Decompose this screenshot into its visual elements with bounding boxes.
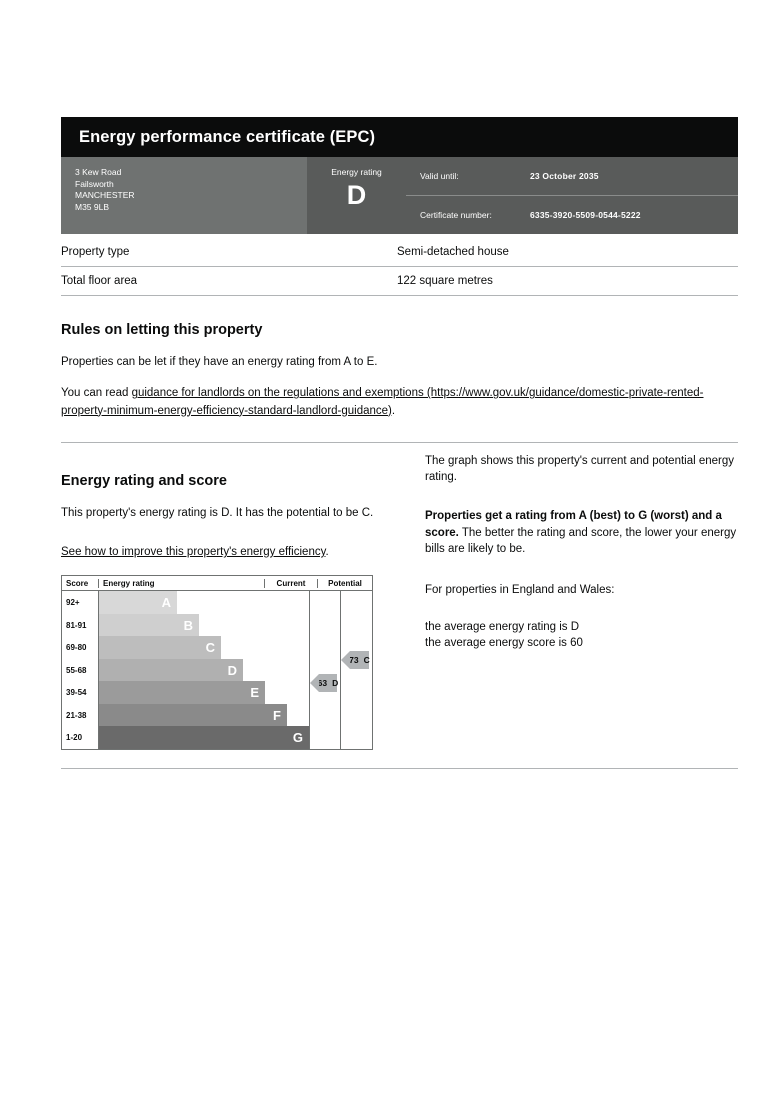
letting-paragraph-2-prefix: You can read [61,387,132,400]
document-header [61,117,738,157]
floor-area-value: 122 square metres [397,275,493,287]
band-bar-wrap-g [98,726,309,749]
band-bar-wrap-e [98,681,309,704]
current-rating-marker [319,674,337,692]
letting-paragraph-2-suffix: . [391,404,396,417]
certificate-meta [406,157,738,234]
property-type-value: Semi-detached house [397,246,509,258]
band-bar-c: C [99,636,221,659]
letting-paragraph-2 [61,385,738,420]
detail-row [61,238,738,267]
letting-section-title: Rules on letting this property [61,322,263,338]
band-bar-wrap-d [98,659,309,682]
graph-band-row [62,591,309,614]
graph-band-row [62,726,309,749]
energy-rating-graph [61,575,373,750]
potential-rating-score: 73 [349,655,359,666]
band-score-b: 81-91 [66,620,87,630]
band-score-c: 69-80 [66,643,87,652]
graph-col-score: Score [66,578,89,588]
energy-rating-letter: D [346,180,367,211]
rating-explanation-bold: Properties get a rating from A (best) to G (worst) and a score. [425,510,722,539]
address-line-2: Failsworth [75,178,114,189]
band-bar-g: G [99,726,309,749]
certificate-number-row [406,195,738,234]
band-score-e: 39-54 [66,688,87,697]
graph-band-row [62,704,309,727]
england-wales-heading: For properties in England and Wales: [425,584,615,597]
certificate-number-value: 6335-3920-5509-0544-5222 [530,210,641,220]
current-rating-column [309,591,340,749]
letting-paragraph-1: Properties can be let if they have an energy rating from A to E. [61,356,378,368]
rating-paragraph-1: This property's energy rating is D. It has the potential to be C. [61,506,374,519]
graph-bars [62,591,309,749]
band-bar-e: E [99,681,265,704]
band-score-f: 21-38 [66,710,87,720]
band-bar-wrap-a [98,591,309,614]
rating-score-right-column [425,447,738,750]
potential-rating-column [340,591,372,749]
epc-document [61,117,738,769]
address-line-3: MANCHESTER [75,190,135,201]
energy-rating-badge [307,157,406,234]
address-line-1: 3 Kew Road [75,167,122,177]
band-bar-b: B [99,614,199,637]
graph-header-row [62,576,372,591]
landlord-guidance-link[interactable]: guidance for landlords on the regulations and exemptions (https://www.gov.uk/guidance/domestic-private-rented-property-minimum-energy-efficiency-standard-landlord-guidance) [61,387,704,417]
improve-efficiency-suffix: . [325,546,329,558]
band-score-d: 55-68 [66,665,87,675]
improve-efficiency-paragraph [61,544,425,561]
potential-rating-marker [350,651,369,669]
graph-body [62,591,372,749]
rating-explanation-rest: The better the rating and score, the lower your energy bills are likely to be. [425,526,737,556]
graph-band-row [62,614,309,637]
graph-col-energy-rating: Energy rating [98,579,264,588]
rating-score-left-column [61,447,425,750]
rating-section-title: Energy rating and score [61,472,227,489]
energy-rating-label: Energy rating [331,167,382,177]
band-score-g: 1-20 [66,733,83,742]
average-rating-line: the average energy rating is D [425,620,580,633]
section-divider [61,442,738,443]
band-bar-wrap-c [98,636,309,659]
improve-efficiency-link[interactable]: See how to improve this property's energy efficiency [61,546,326,558]
band-bar-wrap-b [98,614,309,637]
graph-band-row [62,636,309,659]
property-details [61,238,738,296]
graph-description: The graph shows this property's current and potential energy rating. [425,454,735,484]
graph-col-current: Current [264,579,317,588]
certificate-number-label: Certificate number: [420,210,492,220]
valid-until-value: 23 October 2035 [530,171,599,181]
rating-score-section [61,447,738,750]
potential-rating-letter: C [363,655,370,666]
rating-explanation [425,508,738,558]
page-title: Energy performance certificate (EPC) [79,127,376,146]
detail-row [61,267,738,296]
property-address [61,157,307,234]
summary-strip [61,157,738,234]
graph-band-row [62,681,309,704]
band-bar-a: A [99,591,177,614]
valid-until-row [406,157,738,195]
valid-until-label: Valid until: [420,171,459,181]
current-rating-letter: D [332,678,339,689]
graph-col-potential: Potential [317,579,372,588]
graph-band-row [62,659,309,682]
average-stats [425,619,738,652]
bottom-divider [61,768,738,769]
property-type-label: Property type [61,246,130,258]
band-bar-f: F [99,704,287,727]
average-score-line: the average energy score is 60 [425,637,583,650]
band-score-a: 92+ [66,598,80,607]
band-bar-d: D [99,659,243,682]
address-line-4: M35 9LB [75,202,110,213]
floor-area-label: Total floor area [61,275,138,287]
current-rating-score: 63 [317,678,328,689]
band-bar-wrap-f [98,704,309,727]
